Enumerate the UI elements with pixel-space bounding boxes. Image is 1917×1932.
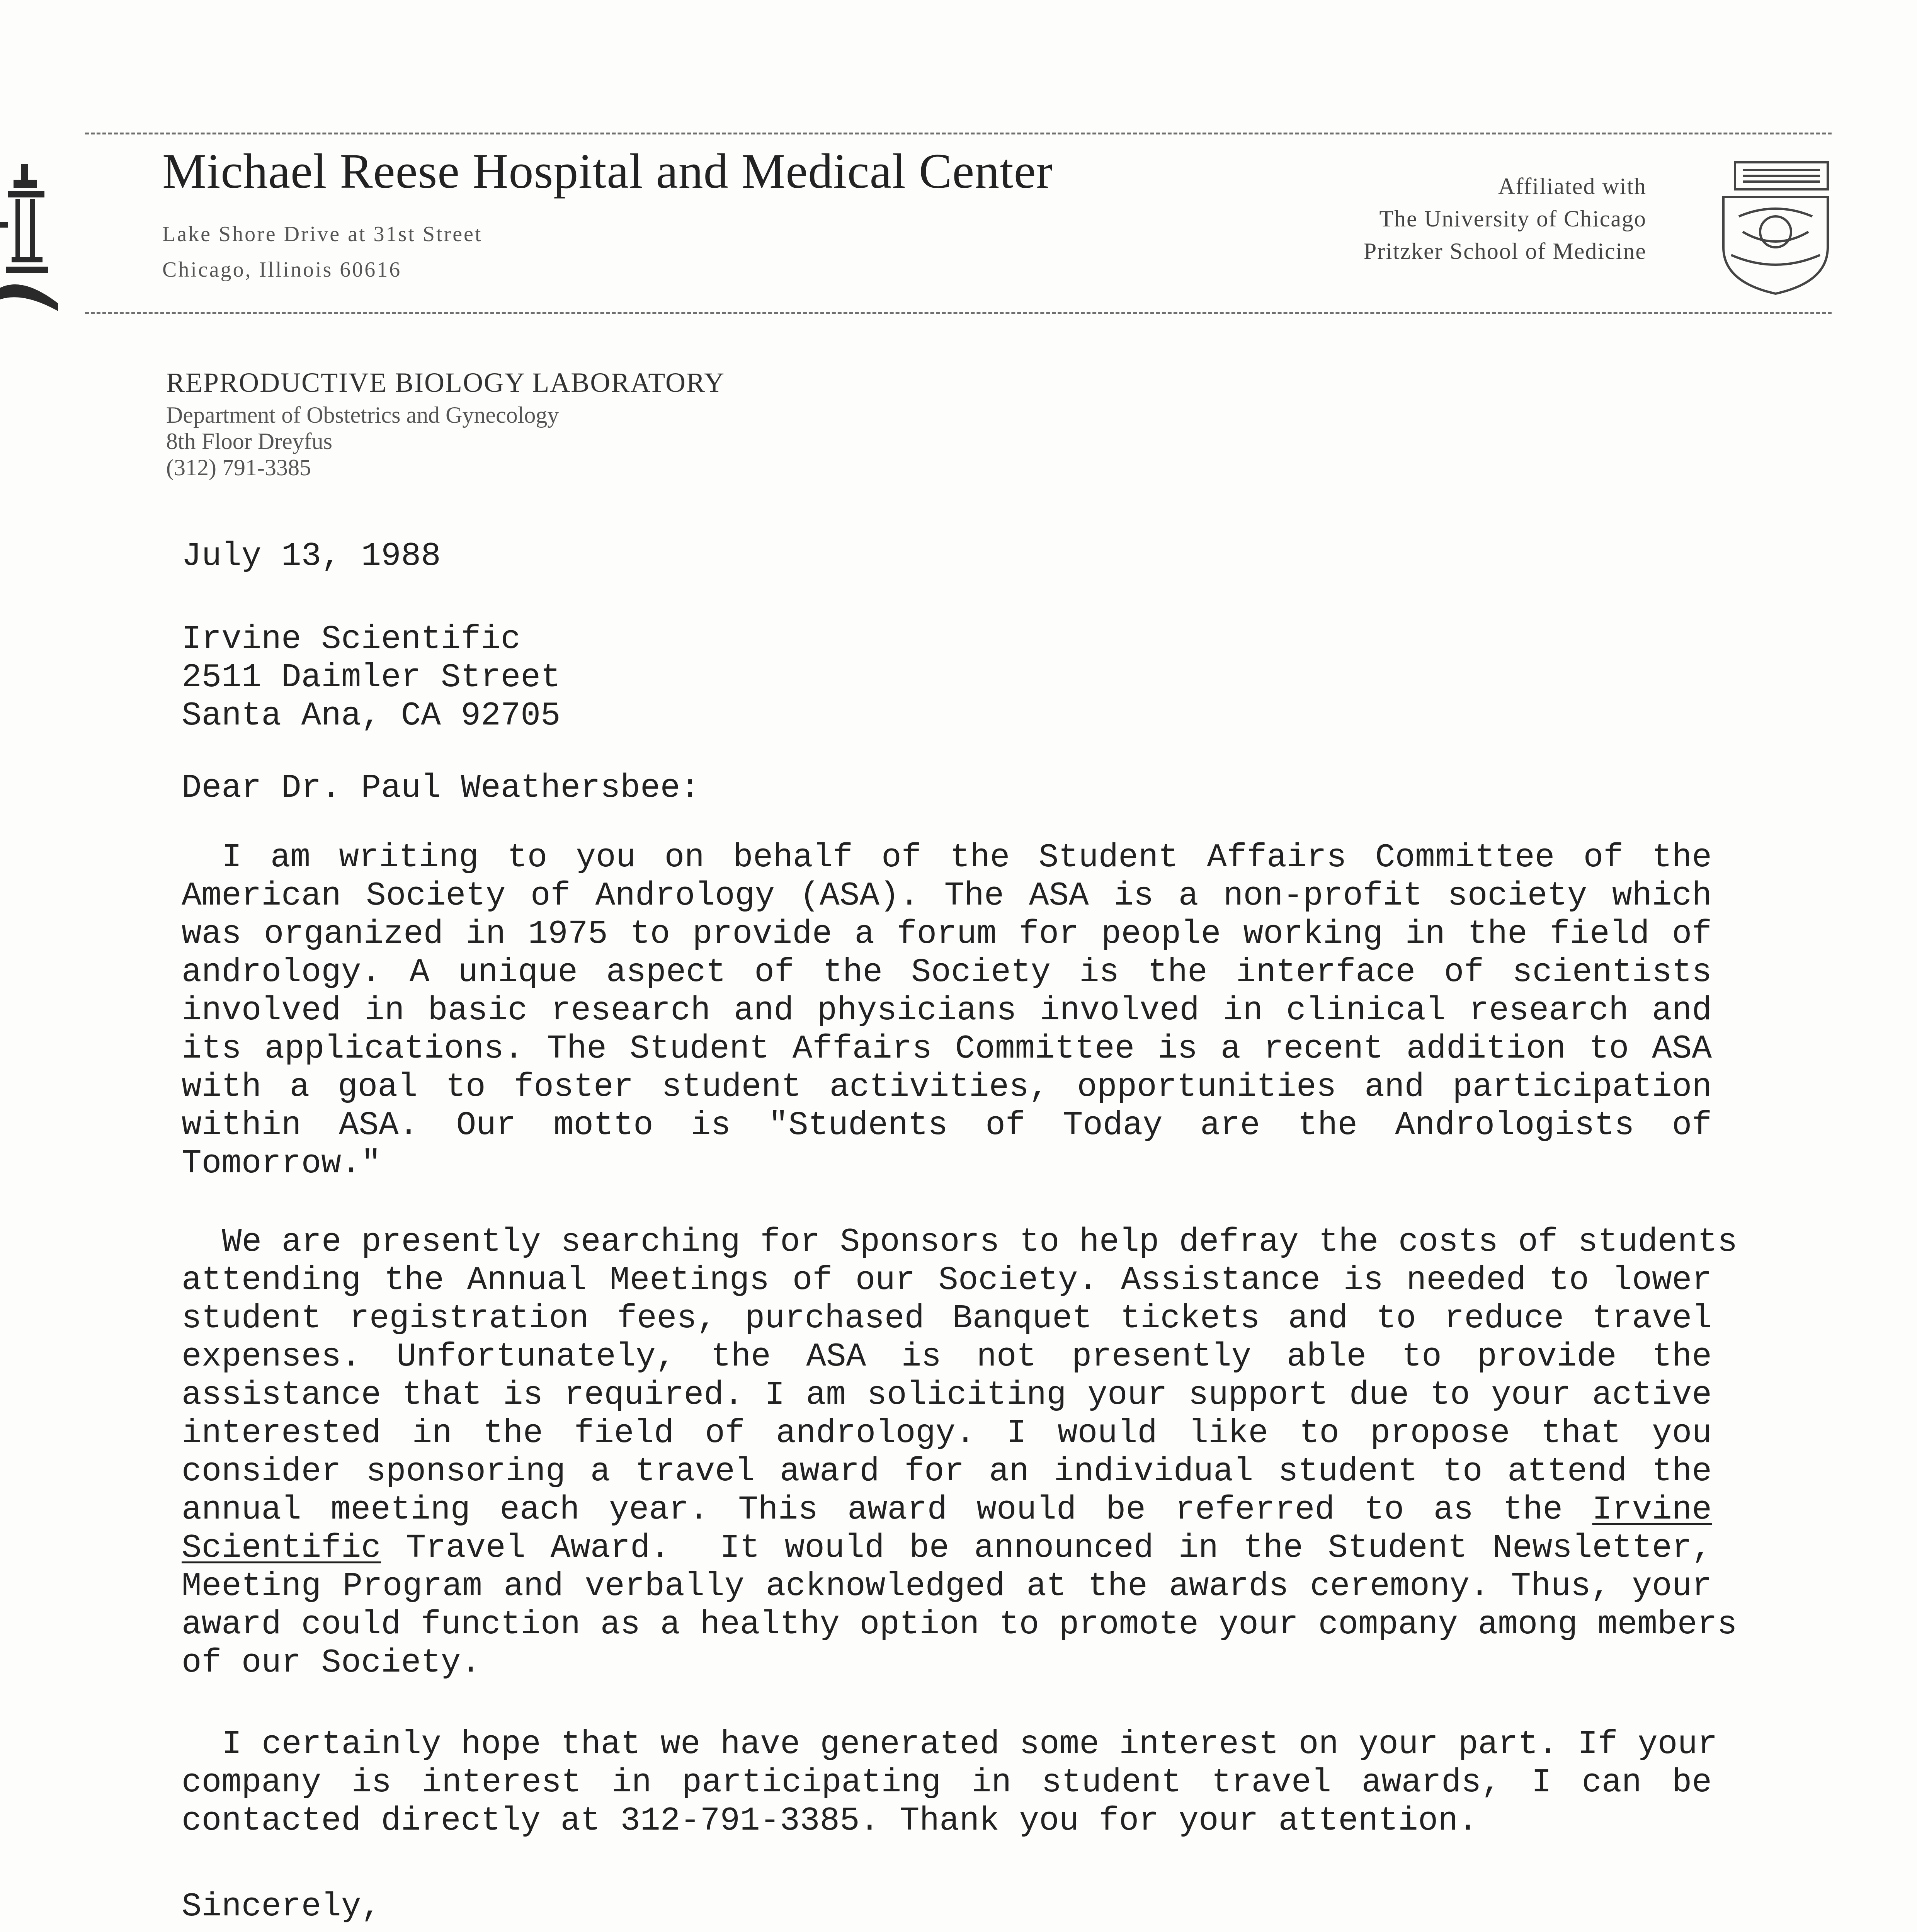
university-seal-icon	[1708, 155, 1835, 301]
paragraph-line: Meeting Program and verbally acknowledged at the awards ceremony. Thus, your	[182, 1567, 1712, 1605]
lab-department: Department of Obstetrics and Gynecology	[166, 402, 559, 428]
affiliation-block	[1364, 170, 1647, 267]
paragraph-1	[182, 838, 1712, 1183]
recipient-line-1: Irvine Scientific	[182, 620, 521, 658]
lab-info	[166, 363, 725, 481]
organization-address	[162, 216, 482, 287]
paragraph-line: of our Society.	[182, 1644, 481, 1682]
paragraph-line: within ASA. Our motto is "Students of Today are the Andrologists of	[182, 1106, 1712, 1144]
organization-name: Michael Reese Hospital and Medical Center	[162, 144, 1053, 199]
recipient-line-3: Santa Ana, CA 92705	[182, 697, 561, 735]
recipient-address	[182, 620, 1712, 735]
letterhead-top-rule	[85, 133, 1832, 134]
affiliation-line-1: Affiliated with	[1498, 173, 1647, 199]
paragraph-text: annual meeting each year. This award would be referred to as the	[182, 1491, 1563, 1529]
paragraph-line: I certainly hope that we have generated some interest on your part. If your	[222, 1725, 1718, 1763]
paragraph-line: consider sponsoring a travel award for an individual student to attend the	[182, 1452, 1712, 1490]
lab-title: REPRODUCTIVE BIOLOGY LABORATORY	[166, 367, 725, 398]
address-line-2: Chicago, Illinois 60616	[162, 258, 402, 282]
paragraph-line: I am writing to you on behalf of the Student Affairs Committee of the	[222, 838, 1712, 876]
paragraph-line: expenses. Unfortunately, the ASA is not presently able to provide the	[182, 1338, 1712, 1376]
paragraph-line: We are presently searching for Sponsors to help defray the costs of students	[222, 1223, 1738, 1261]
hospital-logo	[0, 160, 62, 323]
paragraph-line: was organized in 1975 to provide a forum for people working in the field of	[182, 915, 1712, 953]
paragraph-line: andrology. A unique aspect of the Society is the interface of scientists	[182, 953, 1712, 991]
paragraph-line: award could function as a healthy option to promote your company among members	[182, 1605, 1737, 1643]
paragraph-line: interested in the field of andrology. I would like to propose that you	[182, 1414, 1712, 1452]
paragraph-line: its applications. The Student Affairs Committee is a recent addition to ASA	[182, 1030, 1712, 1068]
lab-phone: (312) 791-3385	[166, 455, 311, 480]
underlined-sponsor-name: Scientific	[182, 1529, 381, 1567]
salutation: Dear Dr. Paul Weathersbee:	[182, 769, 700, 807]
paragraph-line: student registration fees, purchased Banquet tickets and to reduce travel	[182, 1299, 1712, 1337]
paragraph-line	[182, 1491, 1712, 1529]
letterhead-bottom-rule	[85, 312, 1832, 314]
underlined-sponsor-name: Irvine	[1592, 1491, 1712, 1529]
paragraph-line: American Society of Andrology (ASA). The ASA is a non-profit society which	[182, 877, 1712, 915]
address-line-1: Lake Shore Drive at 31st Street	[162, 222, 483, 246]
paragraph-text: Travel Award. It would be announced in the Student Newsletter,	[381, 1529, 1712, 1567]
paragraph-3	[182, 1725, 1718, 1840]
paragraph-line: attending the Annual Meetings of our Society. Assistance is needed to lower	[182, 1261, 1712, 1299]
affiliation-line-3: Pritzker School of Medicine	[1363, 238, 1647, 264]
paragraph-line: Tomorrow."	[182, 1145, 381, 1182]
letter-date: July 13, 1988	[182, 537, 441, 575]
closing: Sincerely,	[182, 1888, 381, 1925]
paragraph-line: assistance that is required. I am soliciting your support due to your active	[182, 1376, 1712, 1414]
paragraph-line: contacted directly at 312-791-3385. Thank you for your attention.	[182, 1802, 1478, 1840]
affiliation-line-2: The University of Chicago	[1379, 206, 1647, 231]
recipient-line-2: 2511 Daimler Street	[182, 658, 561, 696]
paragraph-2	[182, 1223, 1738, 1682]
lab-floor: 8th Floor Dreyfus	[166, 429, 332, 454]
paragraph-line: involved in basic research and physicians involved in clinical research and	[182, 992, 1712, 1029]
paragraph-line: company is interest in participating in student travel awards, I can be	[182, 1764, 1712, 1801]
paragraph-line: with a goal to foster student activities, opportunities and participation	[182, 1068, 1712, 1106]
paragraph-line	[182, 1529, 1712, 1567]
handwritten-signature	[193, 1928, 618, 1932]
